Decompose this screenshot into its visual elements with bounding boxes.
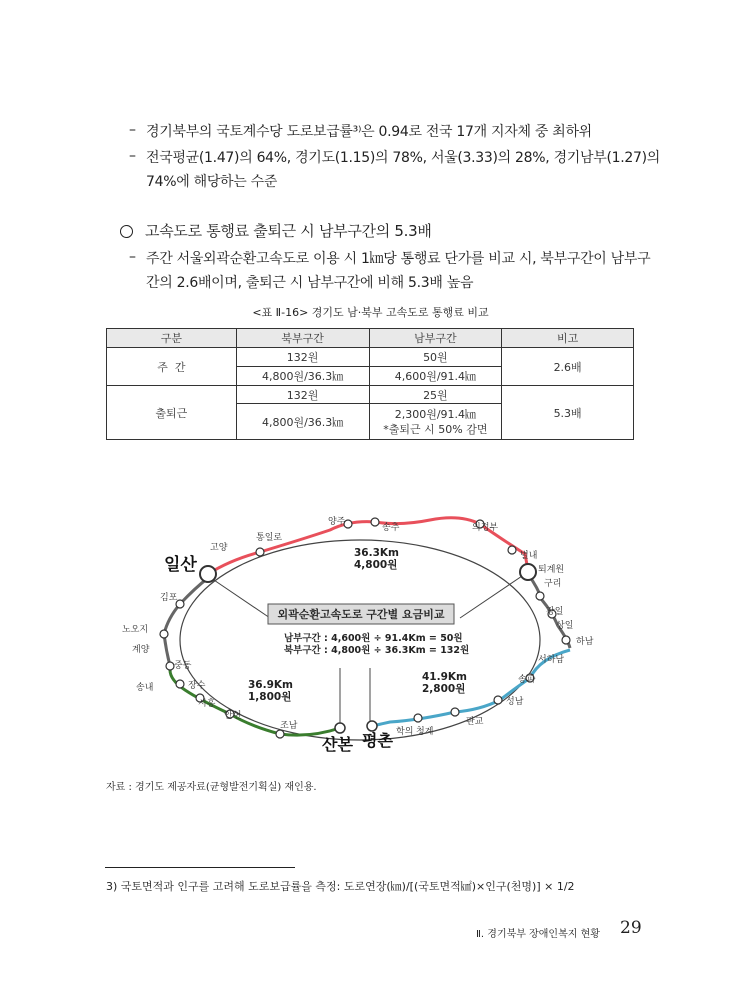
table-cell: 25원 [369,386,502,404]
table-cell [369,404,502,440]
station-marker [335,723,345,733]
table-cell: 4,800원/36.3㎞ [236,404,369,440]
connector-line [208,576,270,618]
major-station-marker [200,566,216,582]
station-label: 김포 [160,593,178,603]
station-label: 청계 [416,727,434,737]
station-label: 강일 [546,607,564,617]
station-label: 조남 [280,721,298,731]
station-label: 양주 [328,517,346,527]
bullet-text-3: 주간 서울외곽순환고속도로 이용 시 1㎞당 통행료 단가를 비교 시, 북부구간이 남부구 [146,251,651,267]
circle-bullet-icon [120,225,133,238]
bullet-text-2-cont: 74%에 해당하는 수준 [146,174,278,190]
station-label: 송추 [382,523,400,533]
dist-north-won: 4,800원 [354,559,398,571]
station-label: 노오지 [122,625,149,635]
station-label: 판교 [466,717,484,727]
station-marker [494,696,502,704]
north-fare-line: 북부구간 : 4,800원 ÷ 36.3Km = 132원 [284,645,470,656]
row-label: 출퇴근 [107,386,237,440]
station-label: 별내 [520,551,538,561]
table-cell: 4,600원/91.4㎞ [369,367,502,386]
station-label: 학의 [396,727,414,737]
table-cell-text: 2,300원/91.4㎞ [394,407,477,421]
station-marker [166,662,174,670]
table-header: 구분 [107,329,237,348]
station-label: 상일 [556,621,574,631]
map-title: 외곽순환고속도로 구간별 요금비교 [277,608,445,621]
dash-bullet: – [129,148,136,164]
major-station-marker [520,564,536,580]
station-label: 하남 [576,637,594,647]
station-marker [508,546,516,554]
station-label: 안현 [224,711,242,721]
south-fare-line: 남부구간 : 4,600원 ÷ 91.4Km = 50원 [284,633,463,644]
footnote: 3) 국토면적과 인구를 고려해 도로보급률을 측정: 도로연장(㎞)/[(국토면적㎢)×인구(천명)] × 1/2 [106,880,575,893]
northwest-route-gray [164,578,208,666]
station-label: 구리 [544,579,562,589]
footnote-divider [105,867,295,868]
table-cell: 50원 [369,348,502,367]
station-label: 고양 [210,543,228,553]
station-label: 시흥 [198,699,216,709]
connector-line [460,572,528,618]
station-label: 의정부 [472,523,499,533]
table-header: 북부구간 [236,329,369,348]
bullet-text-2: 전국평균(1.47)의 64%, 경기도(1.15)의 78%, 서울(3.33)의 28%, 경기남부(1.27)의 [146,150,660,166]
bullet-text-3-cont: 간의 2.6배이며, 출퇴근 시 남부구간에 비해 5.3배 높음 [146,275,474,291]
bullet-text-1: 경기북부의 국토계수당 도로보급률³⁾은 0.94로 전국 17개 지자체 중 최하위 [146,124,592,140]
table-cell: 132원 [236,386,369,404]
station-marker [367,721,377,731]
dist-west-won: 1,800원 [248,691,292,703]
station-label: 퇴계원 [538,565,565,575]
table-header: 비고 [502,329,634,348]
row-label: 주 간 [107,348,237,386]
station-marker [256,548,264,556]
table-cell-note: 2.6배 [502,348,634,386]
station-marker [160,630,168,638]
page-number: 29 [620,918,642,938]
station-marker [371,518,379,526]
table-cell-note: 5.3배 [502,386,634,440]
station-label: 서하남 [538,655,565,665]
dist-west-km: 36.9Km [248,679,293,691]
station-marker [451,708,459,716]
table-cell: 132원 [236,348,369,367]
station-marker [414,714,422,722]
table-header: 남부구간 [369,329,502,348]
station-label: 장수 [188,681,206,691]
ring-road-map [100,500,620,770]
dist-east-km: 41.9Km [422,671,467,683]
station-marker [176,680,184,688]
station-ilsan: 일산 [164,555,197,575]
source-note: 자료 : 경기도 제공자료(균형발전기획실) 재인용. [106,782,317,793]
station-sanbon: 산본 [322,735,353,754]
dash-bullet: – [129,122,136,138]
station-pyeongchon: 평촌 [362,731,393,750]
section-heading: 고속도로 통행료 출퇴근 시 남부구간의 5.3배 [145,222,432,240]
station-marker [562,636,570,644]
station-label: 통일로 [256,533,283,543]
dist-east-won: 2,800원 [422,683,466,695]
station-label: 송내 [136,683,154,693]
table-caption: <표 Ⅱ-16> 경기도 남·북부 고속도로 통행료 비교 [252,306,489,319]
station-label: 중동 [174,661,192,671]
dist-north-km: 36.3Km [354,547,399,559]
table-cell: 4,800원/36.3㎞ [236,367,369,386]
station-label: 계양 [132,645,150,655]
station-marker [276,730,284,738]
footer-chapter: Ⅱ. 경기북부 장애인복지 현황 [476,929,600,940]
station-label: 성남 [506,697,524,707]
station-label: 송파 [518,675,536,685]
dash-bullet: – [129,249,136,265]
table-cell-subnote: *출퇴근 시 50% 감면 [383,422,488,436]
toll-comparison-table [106,328,634,440]
station-marker [536,592,544,600]
